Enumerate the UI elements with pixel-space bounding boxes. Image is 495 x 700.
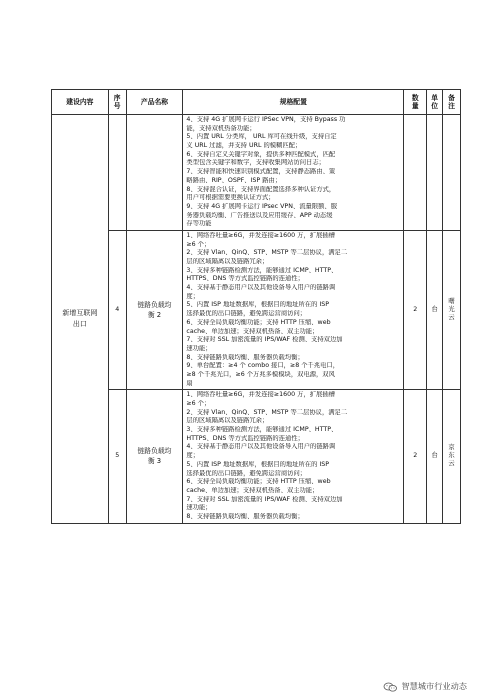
header-spec: 规格配置 (183, 90, 404, 115)
header-remark: 备注 (443, 90, 461, 115)
row-product (126, 115, 183, 231)
spec-line: 度； (186, 452, 199, 460)
row-remark: 曙光云 (443, 230, 461, 389)
row-unit: 台 (427, 390, 443, 523)
spec-line: 存等功能 (186, 220, 212, 228)
spec-line: 扇 (186, 379, 193, 387)
group-label: 新增互联网出口 (62, 309, 98, 328)
spec-line: ≥6 个； (186, 240, 211, 248)
spec-line: 度； (186, 292, 199, 300)
spec-line: 9、单台配置：≥4 个 combo 接口，≥8 个千兆电口， (186, 362, 340, 370)
spec-line: 速功能； (186, 504, 212, 512)
spec-line: 6、支持全局负载均衡功能；支持 HTTP 压缩、web (186, 318, 331, 326)
spec-line: 4、支持 4G 扩展网卡运行 IPSec VPN，支持 Bypass 功 (186, 116, 346, 123)
spec-line: 能，支持双机热备功能； (186, 124, 256, 132)
spec-line: 8、支持混合认证，支持界面配置选择多种认证方式， (186, 185, 336, 193)
header-no: 序号 (108, 90, 126, 115)
spec-table (51, 89, 461, 524)
spec-line: 类型包含关键字和数字，支持收集网站访问日志； (186, 159, 325, 167)
wechat-icon (383, 682, 398, 692)
spec-line: 2、支持 Vlan、QinQ、STP、MSTP 等二层协议，满足二 (186, 249, 348, 257)
spec-line: 速功能； (186, 344, 212, 352)
row-qty: 2 (404, 230, 427, 389)
spec-lines (186, 116, 401, 229)
row-product: 链路负载均衡 3 (126, 390, 183, 523)
spec-cell (183, 115, 404, 231)
spec-line: 5、内置 ISP 地址数据库，根据目的地址所在的 ISP (186, 301, 330, 309)
spec-line: HTTPS、DNS 等方式监控链路的连通性； (186, 434, 304, 442)
header-qty: 数量 (404, 90, 427, 115)
row-no: 5 (108, 390, 126, 523)
table-row (52, 390, 461, 523)
spec-lines (186, 391, 401, 521)
spec-line: 2、支持 Vlan、QinQ、STP、MSTP 等二层协议，满足二 (186, 408, 348, 416)
row-remark (443, 115, 461, 231)
spec-line: 3、支持多种链路检测方法，能够通过 ICMP、HTTP、 (186, 266, 338, 274)
row-qty (404, 115, 427, 231)
spec-line: ≥8 个千兆光口，≥6 个万兆多模模块，双电源，双风 (186, 370, 335, 378)
header-unit: 单位 (427, 90, 443, 115)
watermark-text: 智慧城市行业动态 (401, 681, 467, 691)
row-unit (427, 115, 443, 231)
row-product: 链路负载均衡 2 (126, 230, 183, 389)
spec-line: 用户可根据需要更换认证方式； (186, 194, 275, 202)
spec-line: cache、单边加速；支持双机热备、双主功能； (186, 486, 319, 494)
spec-line: 义 URL 过滤，并支持 URL 的模糊匹配； (186, 142, 302, 150)
header-row (52, 90, 461, 115)
spec-line: ≥6 个； (186, 400, 211, 407)
spec-line: 8、支持链路负载均衡、服务器负载均衡； (186, 353, 304, 361)
spec-lines (186, 232, 401, 388)
spec-line: HTTPS、DNS 等方式监控链路的连通性； (186, 275, 304, 283)
spec-line: 7、支持智能和快速识别模式配置，支持静态路由、策 (186, 168, 336, 176)
spec-line: 4、支持基于静态用户以及其他设备导入用户的链路调 (186, 284, 336, 292)
spec-line: 略路由、RIP、OSPF、ISP 路由； (186, 176, 282, 184)
spec-line: 务器负载均衡、广告推送以及应用缓存、APP 动态缓 (186, 211, 333, 219)
header-content: 建设内容 (52, 90, 109, 115)
row-remark: 京东云 (443, 390, 461, 523)
spec-line: cache、单边加速；支持双机热备、双主功能； (186, 327, 319, 335)
header-product: 产品名称 (126, 90, 183, 115)
table-row (52, 115, 461, 231)
spec-line: 4、支持基于静态用户以及其他设备导入用户的链路调 (186, 443, 336, 451)
spec-cell (183, 390, 404, 523)
row-no (108, 115, 126, 231)
group-label-cell (52, 115, 109, 524)
spec-line: 8、支持链路负载均衡、服务器负载均衡； (186, 512, 304, 520)
spec-line: 1、网络吞吐量≥6G，并发连接≥1600 万，扩展插槽 (186, 231, 335, 239)
spec-line: 9、支持 4G 扩展网卡运行 IPsec VPN、流量限额、服 (186, 202, 338, 210)
spec-line: 6、支持自定义关键字对象，提供多种匹配模式，匹配 (186, 150, 336, 158)
spec-line: 3、支持多种链路检测方法，能够通过 ICMP、HTTP、 (186, 426, 338, 434)
row-unit: 台 (427, 230, 443, 389)
row-no: 4 (108, 230, 126, 389)
spec-line: 5、内置 URL 分类库， URL 库可在线升级，支持自定 (186, 133, 337, 141)
spec-line: 层的区域隔离以及链路冗余； (186, 417, 269, 425)
spec-line: 5、内置 ISP 地址数据库，根据目的地址所在的 ISP (186, 460, 330, 468)
spec-line: 层的区域隔离以及链路冗余； (186, 258, 269, 265)
spec-line: 7、支持对 SSL 加密流量的 IPS/WAF 检测、支持双边加 (186, 336, 343, 344)
row-qty: 2 (404, 390, 427, 523)
spec-cell (183, 230, 404, 389)
spec-line: 选择最优的出口链路，避免跨运营商访问； (186, 310, 307, 318)
spec-line: 7、支持对 SSL 加密流量的 IPS/WAF 检测、支持双边加 (186, 495, 343, 503)
spec-line: 选择最优的出口链路，避免跨运营商访问； (186, 469, 307, 477)
watermark (383, 681, 467, 692)
table-row (52, 230, 461, 389)
spec-line: 6、支持全局负载均衡功能；支持 HTTP 压缩、web (186, 478, 331, 486)
spec-line: 1、网络吞吐量≥6G，并发连接≥1600 万，扩展插槽 (186, 391, 335, 399)
